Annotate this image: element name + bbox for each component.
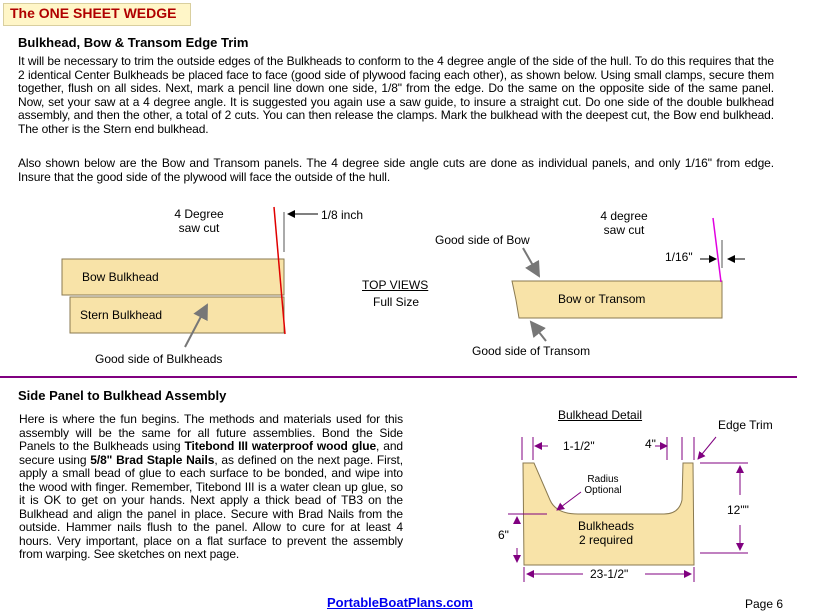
bulkhead-detail-title: Bulkhead Detail xyxy=(558,408,643,422)
edge-trim-label: Edge Trim xyxy=(718,418,773,432)
stern-bulkhead-label: Stern Bulkhead xyxy=(80,308,163,322)
glue-product-name: Titebond III waterproof wood glue xyxy=(184,439,377,453)
section-divider xyxy=(0,376,797,378)
degree-label-line2: saw cut xyxy=(603,223,645,237)
assembly-text-part-e: , as defined on the next page. First, apply a small bead of glue to each surface to be bonded, and wipe into the wood with finger. Remember, Titebond III is a water clean up glue, so it is OK to get on your hands. Next apply a thick bead of TB3 on the Bulkhead and align the panel in place. Secure with Brad Nails from the outside. Hammer nails flush to the panel. Allow to cure for at least 4 hours. Very important, place on a flat surface to prevent the assembly from warping. See sketches on next page. xyxy=(19,452,403,561)
bulkheads-label-line2: 2 required xyxy=(578,533,634,547)
saw-cut-label-1 xyxy=(168,207,230,235)
good-side-bulkheads-label: Good side of Bulkheads xyxy=(95,352,223,366)
eighth-inch-label: 1/8 inch xyxy=(321,208,364,222)
assembly-paragraph xyxy=(19,413,403,562)
top-views-label: TOP VIEWS xyxy=(362,278,429,292)
page-number: Page 6 xyxy=(745,597,784,611)
dim-left-label: 6" xyxy=(498,528,509,542)
degree-label-line1: 4 degree xyxy=(600,209,648,223)
bow-bulkhead-label: Bow Bulkhead xyxy=(82,270,159,284)
full-size-label: Full Size xyxy=(373,295,420,309)
degree-label-2 xyxy=(592,209,656,237)
saw-cut-label-line2: saw cut xyxy=(178,221,220,235)
dim-top-right-label: 4" xyxy=(645,437,656,451)
section-heading-edge-trim: Bulkhead, Bow & Transom Edge Trim xyxy=(18,35,249,50)
good-side-transom-label: Good side of Transom xyxy=(472,344,591,358)
dim-bottom-label: 23-1/2" xyxy=(590,567,629,581)
radius-label-line1: Radius xyxy=(587,474,619,485)
assembly-text-part-a: Here is where the fun begins. The methods and materials used for this assembly will be the same for all future assemblies. Bond the Side Panels to the Bulkheads using xyxy=(19,412,403,453)
assembly-text-part-c: , and secure using xyxy=(19,439,403,467)
dim-top-left-label: 1-1/2" xyxy=(563,439,595,453)
dim-right-label: 12"" xyxy=(727,503,749,517)
website-link[interactable]: PortableBoatPlans.com xyxy=(327,595,473,610)
bulkheads-label-line1: Bulkheads xyxy=(577,519,635,533)
nail-product-name: 5/8" Brad Staple Nails xyxy=(90,452,215,467)
edge-trim-paragraph-1: It will be necessary to trim the outside edges of the Bulkheads to conform to the 4 degree angle of the side of the hull. To do this requires that the 2 identical Center Bulkheads be placed face to face (good side of plywood facing each other), as shown below. Using small clamps, secure them together, flush on all sides. Next, mark a pencil line down one side, 1/8" from the edge. Do the same on the opposite side of the same panel. Now, set your saw at a 4 degree angle. It is suggested you again use a saw guide, to insure a straight cut. Do one side of the double bulkhead assembly, and then the other, a total of 2 cuts. You can then release the clamps. Mark the bulkhead with the deepest cut, the Bow end bulkhead. The other is the Stern end bulkhead. xyxy=(18,54,774,136)
saw-cut-label-line1: 4 Degree xyxy=(174,207,224,221)
bulkheads-required-label xyxy=(570,519,642,547)
sixteenth-inch-label: 1/16" xyxy=(665,250,693,264)
bow-or-transom-label: Bow or Transom xyxy=(558,292,646,306)
radius-optional-label xyxy=(576,474,630,496)
edge-trim-paragraph-2: Also shown below are the Bow and Transom panels. The 4 degree side angle cuts are done as individual panels, and only 1/16" from edge. Insure that the good side of the plywood will face the outside of the hull. xyxy=(18,156,774,184)
document-title: The ONE SHEET WEDGE xyxy=(10,5,177,21)
section-heading-assembly: Side Panel to Bulkhead Assembly xyxy=(18,388,227,403)
saw-cut-line-2 xyxy=(713,218,721,282)
good-side-bow-label: Good side of Bow xyxy=(435,233,530,247)
radius-label-line2: Optional xyxy=(584,485,622,496)
